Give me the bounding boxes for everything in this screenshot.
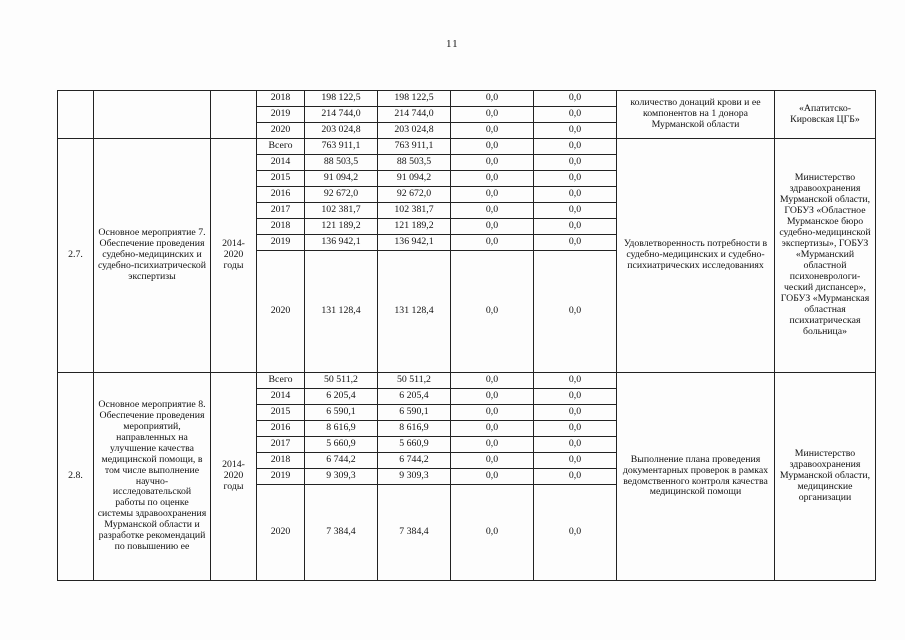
year-cell: 2016: [257, 187, 305, 203]
total-cell: 8 616,9: [305, 421, 378, 437]
regional-budget-cell: 198 122,5: [378, 91, 451, 107]
executor-cell: «Апатитско-Кировская ЦГБ»: [775, 91, 876, 139]
year-cell: 2019: [257, 107, 305, 123]
period-cell: [211, 91, 257, 139]
federal-budget-cell: 0,0: [451, 421, 534, 437]
executor-cell: Министерство здравоохранения Мурманской области, ГОБУЗ «Областное Мурманское бюро судебно-медицинской экспертизы», ГОБУЗ «Мурманский областной психоневрологи-ческий диспансер», ГОБУЗ «Мурманская областная психиатрическая больница»: [775, 139, 876, 373]
other-sources-cell: 0,0: [534, 107, 617, 123]
measure-cell: Основное мероприятие 7. Обеспечение проведения судебно-медицинских и судебно-психиатрической экспертизы: [94, 139, 211, 373]
regional-budget-cell: 50 511,2: [378, 373, 451, 389]
other-sources-cell: 0,0: [534, 171, 617, 187]
table-body: [58, 91, 876, 581]
federal-budget-cell: 0,0: [451, 453, 534, 469]
total-cell: 7 384,4: [305, 485, 378, 581]
total-cell: 92 672,0: [305, 187, 378, 203]
federal-budget-cell: 0,0: [451, 123, 534, 139]
year-cell: 2015: [257, 171, 305, 187]
regional-budget-cell: 6 205,4: [378, 389, 451, 405]
federal-budget-cell: 0,0: [451, 251, 534, 373]
regional-budget-cell: 131 128,4: [378, 251, 451, 373]
federal-budget-cell: 0,0: [451, 155, 534, 171]
other-sources-cell: 0,0: [534, 485, 617, 581]
other-sources-cell: 0,0: [534, 437, 617, 453]
total-cell: 50 511,2: [305, 373, 378, 389]
regional-budget-cell: 91 094,2: [378, 171, 451, 187]
federal-budget-cell: 0,0: [451, 139, 534, 155]
indicator-cell: Удовлетворенность потребности в судебно-медицинских и судебно-психиатрических исследованиях: [617, 139, 775, 373]
page-number: 11: [446, 38, 459, 50]
executor-cell: Министерство здравоохранения Мурманской области, медицинские организации: [775, 373, 876, 581]
regional-budget-cell: 8 616,9: [378, 421, 451, 437]
row-number-cell: 2.7.: [58, 139, 94, 373]
table-row: [58, 139, 876, 155]
federal-budget-cell: 0,0: [451, 405, 534, 421]
total-cell: 102 381,7: [305, 203, 378, 219]
federal-budget-cell: 0,0: [451, 91, 534, 107]
year-cell: 2019: [257, 469, 305, 485]
year-cell: 2015: [257, 405, 305, 421]
federal-budget-cell: 0,0: [451, 219, 534, 235]
measure-cell: Основное мероприятие 8. Обеспечение проведения мероприятий, направленных на улучшение качества медицинской помощи, в том числе выполнение научно-исследовательской работы по оценке системы здравоохранения Мурманской области и разработке рекомендаций по повышению ее: [94, 373, 211, 581]
federal-budget-cell: 0,0: [451, 469, 534, 485]
other-sources-cell: 0,0: [534, 203, 617, 219]
year-cell: 2018: [257, 453, 305, 469]
year-cell: 2016: [257, 421, 305, 437]
row-number-cell: 2.8.: [58, 373, 94, 581]
federal-budget-cell: 0,0: [451, 187, 534, 203]
other-sources-cell: 0,0: [534, 469, 617, 485]
year-cell: 2020: [257, 485, 305, 581]
total-cell: 9 309,3: [305, 469, 378, 485]
total-cell: 6 744,2: [305, 453, 378, 469]
table-row: [58, 373, 876, 389]
total-cell: 214 744,0: [305, 107, 378, 123]
year-cell: 2020: [257, 251, 305, 373]
table-row: [58, 91, 876, 107]
federal-budget-cell: 0,0: [451, 203, 534, 219]
regional-budget-cell: 6 744,2: [378, 453, 451, 469]
regional-budget-cell: 5 660,9: [378, 437, 451, 453]
other-sources-cell: 0,0: [534, 389, 617, 405]
federal-budget-cell: 0,0: [451, 437, 534, 453]
other-sources-cell: 0,0: [534, 219, 617, 235]
total-cell: 121 189,2: [305, 219, 378, 235]
total-cell: 91 094,2: [305, 171, 378, 187]
other-sources-cell: 0,0: [534, 421, 617, 437]
year-cell: 2017: [257, 437, 305, 453]
regional-budget-cell: 136 942,1: [378, 235, 451, 251]
total-cell: 5 660,9: [305, 437, 378, 453]
total-cell: 763 911,1: [305, 139, 378, 155]
regional-budget-cell: 121 189,2: [378, 219, 451, 235]
year-cell: Всего: [257, 139, 305, 155]
num-cell: [58, 91, 94, 139]
year-cell: 2017: [257, 203, 305, 219]
year-cell: 2020: [257, 123, 305, 139]
measure-cell: [94, 91, 211, 139]
other-sources-cell: 0,0: [534, 91, 617, 107]
period-cell: 2014-2020 годы: [211, 373, 257, 581]
program-table: [57, 90, 876, 581]
federal-budget-cell: 0,0: [451, 107, 534, 123]
federal-budget-cell: 0,0: [451, 485, 534, 581]
total-cell: 6 590,1: [305, 405, 378, 421]
total-cell: 88 503,5: [305, 155, 378, 171]
regional-budget-cell: 214 744,0: [378, 107, 451, 123]
regional-budget-cell: 6 590,1: [378, 405, 451, 421]
year-cell: 2018: [257, 91, 305, 107]
other-sources-cell: 0,0: [534, 139, 617, 155]
other-sources-cell: 0,0: [534, 155, 617, 171]
federal-budget-cell: 0,0: [451, 235, 534, 251]
indicator-cell: количество донаций крови и ее компонентов на 1 донора Мурманской области: [617, 91, 775, 139]
regional-budget-cell: 102 381,7: [378, 203, 451, 219]
other-sources-cell: 0,0: [534, 187, 617, 203]
regional-budget-cell: 92 672,0: [378, 187, 451, 203]
year-cell: Всего: [257, 373, 305, 389]
other-sources-cell: 0,0: [534, 453, 617, 469]
regional-budget-cell: 9 309,3: [378, 469, 451, 485]
regional-budget-cell: 763 911,1: [378, 139, 451, 155]
year-cell: 2014: [257, 155, 305, 171]
federal-budget-cell: 0,0: [451, 373, 534, 389]
other-sources-cell: 0,0: [534, 235, 617, 251]
other-sources-cell: 0,0: [534, 405, 617, 421]
regional-budget-cell: 88 503,5: [378, 155, 451, 171]
total-cell: 6 205,4: [305, 389, 378, 405]
regional-budget-cell: 7 384,4: [378, 485, 451, 581]
indicator-cell: Выполнение плана проведения документарных проверок в рамках ведомственного контроля качества медицинской помощи: [617, 373, 775, 581]
other-sources-cell: 0,0: [534, 123, 617, 139]
year-cell: 2019: [257, 235, 305, 251]
federal-budget-cell: 0,0: [451, 171, 534, 187]
year-cell: 2014: [257, 389, 305, 405]
total-cell: 198 122,5: [305, 91, 378, 107]
period-cell: 2014-2020 годы: [211, 139, 257, 373]
other-sources-cell: 0,0: [534, 373, 617, 389]
year-cell: 2018: [257, 219, 305, 235]
other-sources-cell: 0,0: [534, 251, 617, 373]
total-cell: 203 024,8: [305, 123, 378, 139]
total-cell: 136 942,1: [305, 235, 378, 251]
total-cell: 131 128,4: [305, 251, 378, 373]
federal-budget-cell: 0,0: [451, 389, 534, 405]
regional-budget-cell: 203 024,8: [378, 123, 451, 139]
